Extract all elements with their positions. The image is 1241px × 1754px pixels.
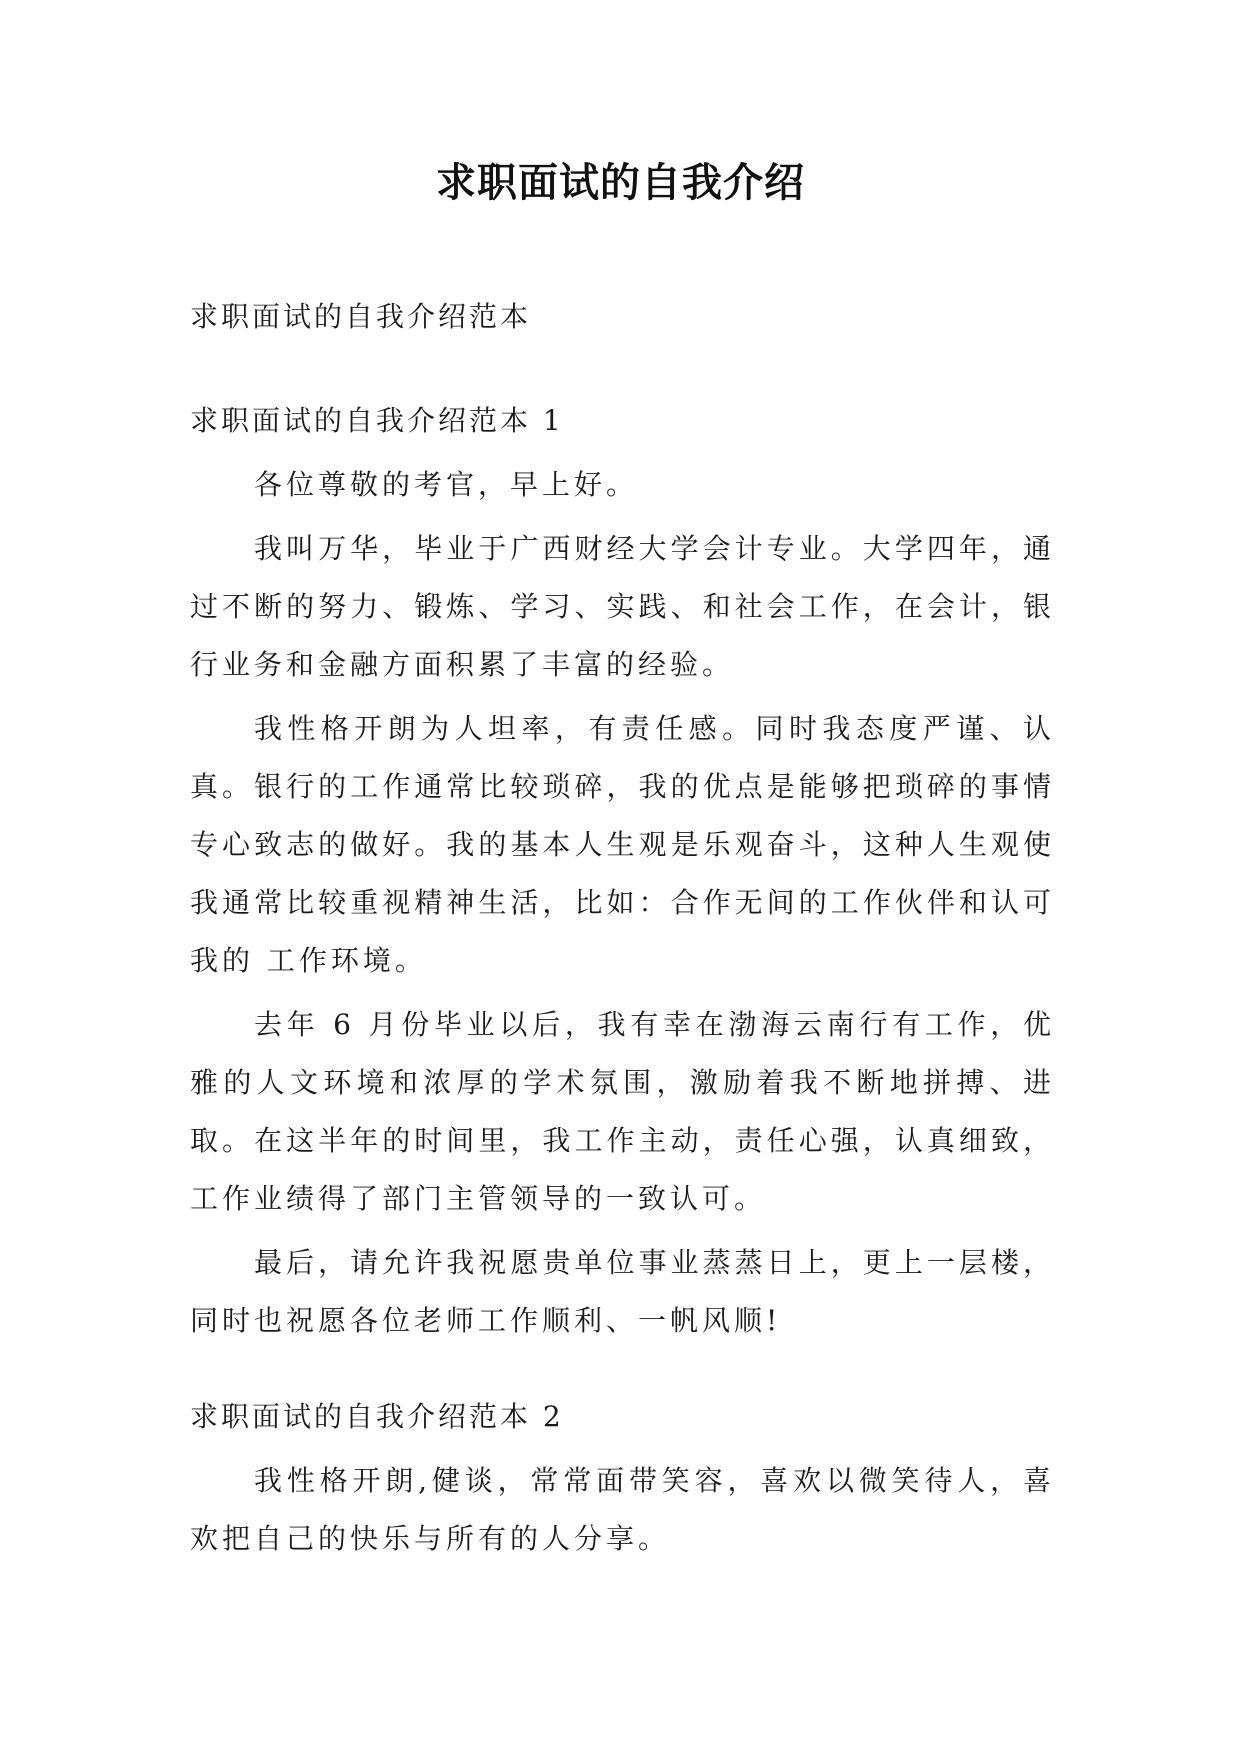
paragraph: 去年 6 月份毕业以后，我有幸在渤海云南行有工作，优雅的人文环境和浓厚的学术氛围，激励着我不断地拼搏、进取。在这半年的时间里，我工作主动，责任心强，认真细致，工作业绩得了部门主管领导的一致认可。 xyxy=(190,1008,1055,1215)
document-title: 求职面试的自我介绍 xyxy=(436,160,805,206)
paragraph: 各位尊敬的考官，早上好。 xyxy=(254,468,639,501)
paragraph: 最后，请允许我祝愿贵单位事业蒸蒸日上，更上一层楼，同时也祝愿各位老师工作顺利、一帆风顺! xyxy=(190,1246,1055,1337)
document-subtitle: 求职面试的自我介绍范本 xyxy=(190,300,532,333)
paragraph: 我性格开朗为人坦率，有责任感。同时我态度严谨、认真。银行的工作通常比较琐碎，我的优点是能够把琐碎的事情专心致志的做好。我的基本人生观是乐观奋斗，这种人生观使我通常比较重视精神生活，比如：合作无间的工作伙伴和认可我的 工作环境。 xyxy=(190,712,1055,977)
paragraph: 我性格开朗,健谈，常常面带笑容，喜欢以微笑待人，喜欢把自己的快乐与所有的人分享。 xyxy=(190,1464,1055,1555)
section-2 xyxy=(190,1394,1055,1568)
paragraph: 我叫万华，毕业于广西财经大学会计专业。大学四年，通过不断的努力、锻炼、学习、实践、和社会工作，在会计，银行业务和金融方面积累了丰富的经验。 xyxy=(190,532,1055,681)
section-heading: 求职面试的自我介绍范本 1 xyxy=(190,404,564,437)
section-1 xyxy=(190,398,1055,1350)
section-heading: 求职面试的自我介绍范本 2 xyxy=(190,1400,564,1433)
document-body xyxy=(190,294,1055,1612)
